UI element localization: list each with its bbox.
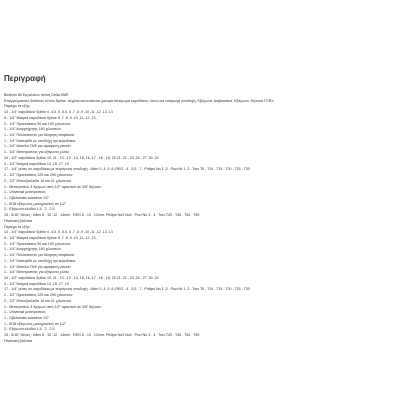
description-line: 13 - 1/4" καρυδάκια Spline 4 ,4.5 ,5 ,5.5 ,6 ,7 ,8 ,9 ,10 ,11 ,12 ,13 ,14	[4, 110, 113, 115]
description-line: 1 - Universal μετατροπέας	[4, 190, 46, 195]
description-line: 16 - 1/2" καρυδάκια Spline 10, 11 , 12 , 13 , 14, 15, 16, 17 , 18 , 19, 20 21, 22 , 23 ,24 , 27 ,30 ,32	[4, 155, 159, 160]
description-line: 1 - 1/4" Μανέλα ΤΑΦ για αφαίρεση μπετόν	[4, 264, 71, 269]
description-line: 1 - 1/4" Κατσαβίδι με υποδοχή για καρυδάκια	[4, 138, 76, 143]
description-line: 1 - Μετατροπείς 3 δρόμων από 1/2" αρσενικό σε 3/8" θηλυκό	[4, 304, 101, 309]
description-line: 1 - 1/4" Μανέλα ΤΑΦ για αφαίρεση μπετόν	[4, 144, 71, 149]
description-line: 17 - 1/4" μύτες σε καρυδάκια με τετράγωνη υποδοχή : Allen 3 ,4 ,5 ,6, REG - 4 , 5.5 , 7 , Philips No 1 ,2 , Pozi Nr 1 ,2 , Torx T8 , T10 , T15 , T20 , T25 , T30	[4, 287, 250, 292]
description-line: Πλαστική βαλίτσα	[4, 218, 33, 223]
description-line: 8 - 1/4" Μακριά καρυδάκια Spline 6 ,7 ,8 ,9 ,10 ,11 ,12 ,13,	[4, 235, 97, 240]
section-title: Περιγραφή	[4, 74, 46, 83]
description-line: 3 - Εξάγωνα κλειδιά 1.5 , 2 , 2.5	[4, 327, 55, 332]
description-line: 4 - 1/2" Μακριά καρυδάκια 14 ,15 ,17 ,19	[4, 281, 69, 286]
description-line: 2 - 1/4" Προεκτάσεις 50 και 100 χιλιοστών	[4, 241, 71, 246]
description-line: 16 - 1/2" καρυδάκια Spline 10, 11 , 12 , 13 , 14, 15, 16, 17 , 18 , 19, 20 21, 22 , 23 ,24 , 27 ,30 ,32	[4, 276, 159, 280]
description-line: 15 - 5/16" Μύτες : Allen 8 , 10 ,12 , 14mm . REG 8 , 10 , 12mm. Philips No3 No4 , Pozi No 3 , 4 . Torx T40 , T45 , T50 , T55	[4, 213, 200, 218]
description-line: 1 - 1/4" Πολύσπαστο για διάτρητη επιφάνεια	[4, 253, 74, 258]
description-line: 2 - 1/4" Προεκτάσεις 50 και 100 χιλιοστών	[4, 121, 71, 126]
description-line: 2 - 1/2" Προεκτάσεις 125 και 250 χιλιοστών	[4, 293, 73, 298]
description-line: Περιέχει τα εξής:	[4, 224, 31, 229]
description-line: 1 - 1/4" Μετατροπέας για εξάγωνες μύτες	[4, 270, 70, 275]
description-line: 1 - Universal μετατροπέας	[4, 310, 46, 315]
description-line: 2 - 1/2" Μπουζόκλειδα 16 και 21 χιλιοστών	[4, 178, 72, 183]
description-line: 17 - 1/4" μύτες σε καρυδάκια με τετράγωνη υποδοχή : Allen 3 ,4 ,5 ,6, REG - 4 , 5.5 , 7 , Philips No 1 ,2 , Pozi Nr 1 ,2 , Torx T8 , T10 , T15 , T20 , T25 , T30	[4, 167, 250, 172]
description-line: 2 - 1/2" Προεκτάσεις 125 και 250 χιλιοστών	[4, 173, 73, 178]
description-line: 3 - Εξάγωνα κλειδιά 1.5 , 2 , 2.5	[4, 207, 55, 212]
description-line: 1 - 1/4" Κατσαβίδι με υποδοχή για καρυδάκια	[4, 258, 76, 263]
description-line: 1 - 1/4" Αναρρηχητής 160 χιλιοστών	[4, 247, 62, 252]
description-line: 4 - 1/2" Μακριά καρυδάκια 14 ,15 ,17 ,19	[4, 161, 69, 166]
description-line: Επαγγελματικές θαλίτσες τύπου Spline. Δέχεται κανονικά και χαλαρά σπείρωμα καρυδάκια, όπως και εισαγωγή υποδοχή, Εξάγωνα, Διαβασάκια, Εξάγωνο, Θηλυκά TORX.	[4, 98, 275, 103]
description-text	[4, 93, 394, 345]
description-line: 1 - 1/4" Πολύσπαστο για διάτρητη επιφάνεια	[4, 133, 74, 138]
description-line: 15 - 5/16" Μύτες : Allen 8 , 10 ,12 , 14mm . REG 8 , 10 , 12mm. Philips No3 No4 , Pozi No 3 , 4 . Torx T40 , T45 , T50 , T55	[4, 333, 200, 338]
description-line: Πλαστική βαλίτσα	[4, 338, 33, 343]
description-line: 1 - Οβελισκάκι καστάνια 1/2"	[4, 195, 50, 200]
description-line: 13 - 1/4" καρυδάκια Spline 4 ,4.5 ,5 ,5.5 ,6 ,7 ,8 ,9 ,10 ,11 ,12 ,13 ,14	[4, 230, 113, 235]
description-line: 1 - 5/16 εξάγωνος μεταγραστός σε 1/2"	[4, 201, 67, 206]
description-line: 2 - 1/2" Μπουζόκλειδα 16 και 21 χιλιοστών	[4, 298, 72, 303]
description-line: 1 - Οβελισκάκι καστάνια 1/2"	[4, 316, 50, 321]
description-line: 1 - 5/16 εξάγωνος μεταγραστός σε 1/2"	[4, 321, 67, 326]
description-line: 1 - 1/4" Αναρρηχητής 160 χιλιοστών	[4, 127, 62, 132]
description-line: 1 - Μετατροπείς 3 δρόμων από 1/2" αρσενικό σε 3/8" θηλυκό	[4, 184, 101, 189]
description-line: 1 - 1/4" Μετατροπέας για εξάγωνες μύτες	[4, 150, 70, 155]
description-line: Βαλίτσα 86 Εργαλείων τύπος Delta SME	[4, 93, 69, 97]
description-line: Περιέχει τα εξής:	[4, 104, 31, 109]
description-line: 8 - 1/4" Μακριά καρυδάκια Spline 6 ,7 ,8 ,9 ,10 ,11 ,12 ,13,	[4, 115, 97, 120]
